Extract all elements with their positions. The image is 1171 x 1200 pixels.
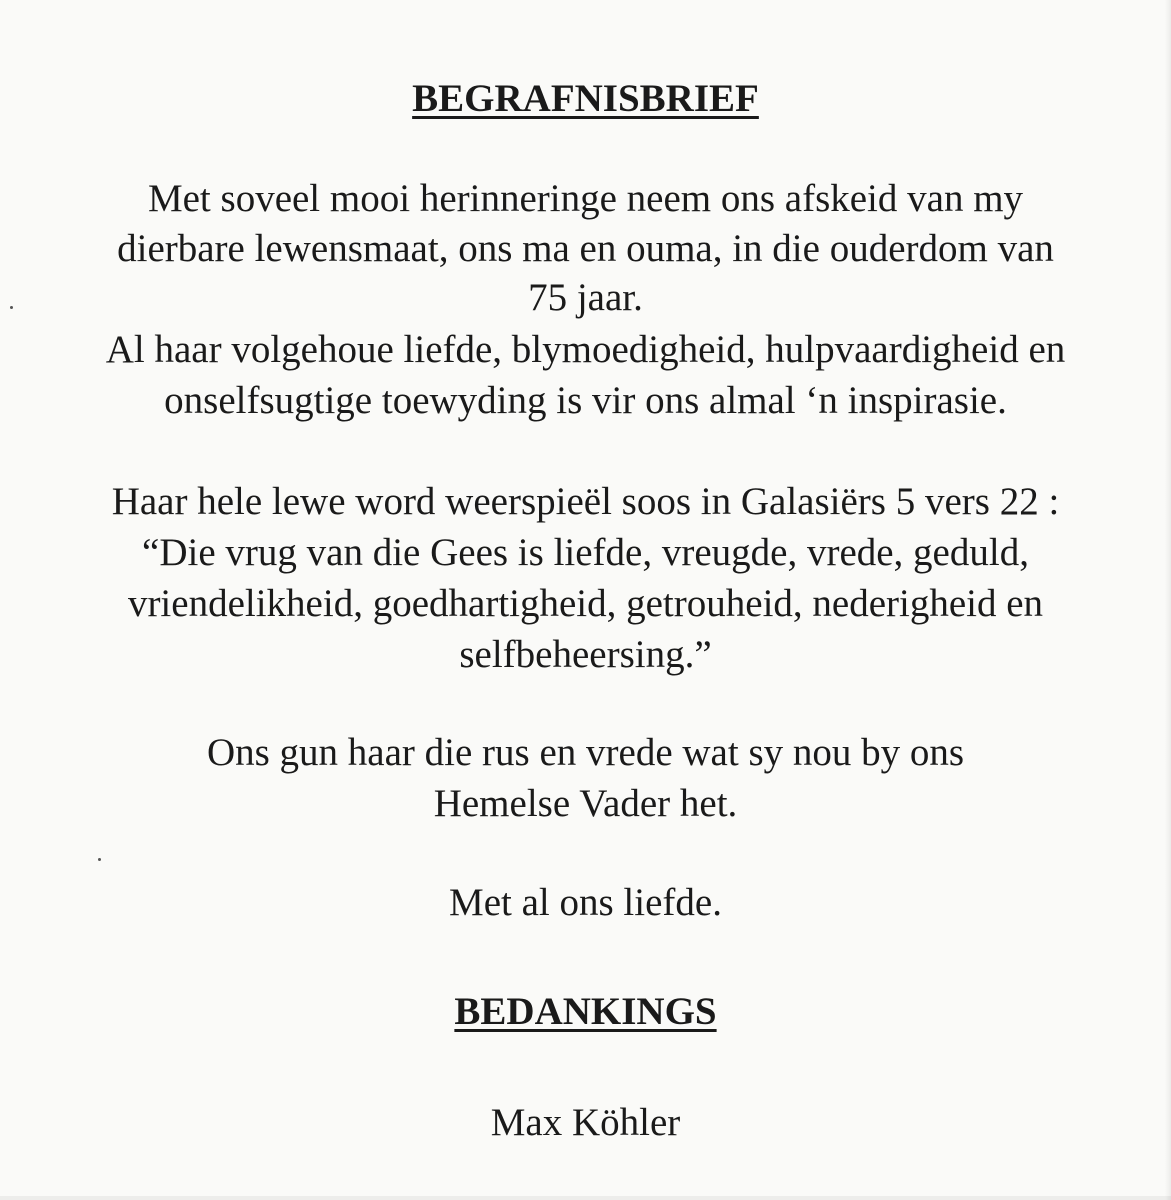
paragraph-2-line-3: vriendelikheid, goedhartigheid, getrouheid, nederigheid en	[127, 582, 1044, 625]
thanks-heading: BEDANKINGS	[454, 990, 717, 1033]
paragraph-2-line-4: selfbeheersing.”	[459, 633, 712, 676]
paragraph-1-line-2: dierbare lewensmaat, ons ma en ouma, in die ouderdom van	[117, 227, 1054, 270]
signature: Max Köhler	[490, 1101, 681, 1144]
paragraph-2-line-1: Haar hele lewe word weerspieël soos in Galasiërs 5 vers 22 :	[111, 480, 1060, 523]
paragraph-1-line-5: onselfsugtige toewyding is vir ons almal ‘n inspirasie.	[164, 379, 1007, 422]
scan-speck	[98, 858, 101, 861]
paragraph-1-line-4: Al haar volgehoue liefde, blymoedigheid, hulpvaardigheid en	[105, 328, 1066, 371]
document-title: BEGRAFNISBRIEF	[412, 77, 759, 120]
paragraph-1-line-1: Met soveel mooi herinneringe neem ons afskeid van my	[147, 177, 1024, 220]
paragraph-3-line-2: Hemelse Vader het.	[433, 782, 738, 825]
scan-speck	[10, 306, 13, 309]
closing-line: Met al ons liefde.	[449, 881, 722, 924]
paragraph-3-line-1: Ons gun haar die rus en vrede wat sy nou by ons	[206, 731, 965, 774]
paragraph-2-line-2: “Die vrug van die Gees is liefde, vreugde, vrede, geduld,	[142, 531, 1029, 574]
scan-edge-shadow	[1165, 0, 1171, 1200]
paragraph-1-line-3: 75 jaar.	[528, 276, 643, 319]
scan-bottom-edge	[0, 1196, 1171, 1200]
